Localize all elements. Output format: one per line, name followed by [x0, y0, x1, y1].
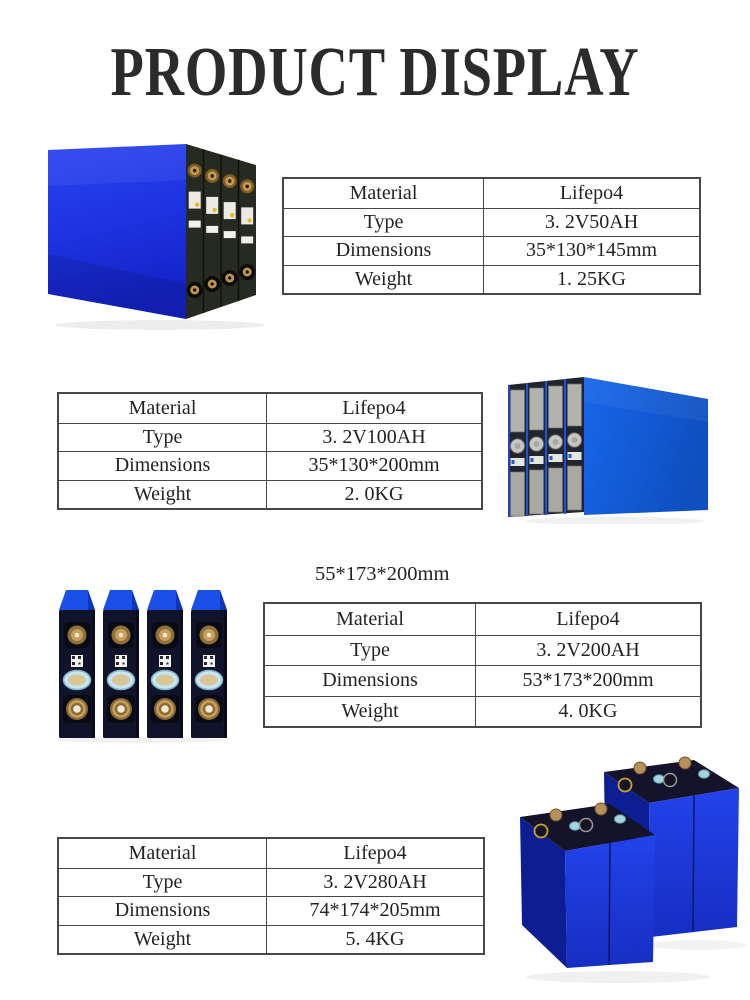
spec-label-type: Type [59, 424, 267, 452]
spec-label-material: Material [59, 394, 267, 423]
table-row [265, 604, 700, 635]
spec-value-type: 3. 2V50AH [544, 210, 639, 233]
spec-table-100ah [57, 392, 483, 510]
spec-label-material: Material [59, 839, 267, 868]
spec-value-dimensions: 35*130*145mm [525, 239, 658, 262]
dimensions-caption: 55*173*200mm [315, 563, 450, 585]
spec-label-weight: Weight [284, 266, 484, 294]
spec-label-dimensions: Dimensions [59, 452, 267, 480]
spec-value-dimensions: 74*174*205mm [309, 899, 441, 922]
product-image-50ah-cell-pack [40, 132, 280, 337]
table-row [265, 665, 700, 696]
spec-label-weight: Weight [265, 697, 476, 727]
table-row [265, 635, 700, 666]
product-image-280ah-cells [503, 755, 748, 1000]
table-row [59, 394, 481, 423]
spec-value-material: Lifepo4 [559, 181, 624, 204]
battery-pack-illustration [500, 364, 710, 524]
spec-value-type: 3. 2V100AH [322, 425, 426, 448]
spec-value-dimensions: 53*173*200mm [522, 669, 654, 692]
table-row [59, 451, 481, 480]
spec-label-material: Material [265, 604, 476, 635]
spec-table-280ah [57, 837, 485, 955]
table-row [59, 925, 483, 954]
product-image-200ah-cells [50, 585, 235, 748]
spec-value-material: Lifepo4 [342, 396, 406, 419]
spec-table-50ah [282, 177, 701, 295]
spec-label-dimensions: Dimensions [284, 237, 484, 265]
battery-pack-illustration [40, 132, 280, 332]
spec-label-material: Material [284, 179, 484, 208]
spec-value-dimensions: 35*130*200mm [308, 454, 440, 477]
table-row [59, 480, 481, 509]
product-image-100ah-cell-pack [500, 364, 710, 529]
spec-label-weight: Weight [59, 926, 267, 954]
spec-value-weight: 1. 25KG [557, 267, 626, 290]
battery-unit [103, 590, 139, 738]
battery-pair-front [520, 803, 655, 968]
table-row [284, 236, 699, 265]
table-row [59, 423, 481, 452]
spec-value-material: Lifepo4 [556, 607, 620, 630]
spec-label-weight: Weight [59, 481, 267, 509]
table-row [284, 179, 699, 208]
spec-label-dimensions: Dimensions [59, 897, 267, 925]
spec-value-type: 3. 2V200AH [536, 638, 640, 661]
page-title: PRODUCT DISPLAY [110, 34, 640, 111]
spec-value-type: 3. 2V280AH [323, 870, 427, 893]
table-row [59, 868, 483, 897]
table-row [284, 208, 699, 237]
battery-unit [59, 590, 95, 738]
spec-value-material: Lifepo4 [343, 841, 407, 864]
table-row [59, 896, 483, 925]
spec-value-weight: 4. 0KG [558, 699, 618, 722]
spec-value-weight: 2. 0KG [344, 482, 404, 505]
spec-label-type: Type [284, 209, 484, 237]
battery-row-illustration [50, 585, 235, 743]
table-row [284, 265, 699, 294]
spec-label-type: Type [265, 636, 476, 666]
table-row [265, 696, 700, 727]
battery-pair-illustration [503, 755, 748, 1000]
spec-label-type: Type [59, 869, 267, 897]
battery-unit [147, 590, 183, 738]
spec-table-200ah [263, 602, 702, 728]
table-row [59, 839, 483, 868]
spec-value-weight: 5. 4KG [345, 927, 405, 950]
spec-label-dimensions: Dimensions [265, 666, 476, 696]
battery-unit [191, 590, 227, 738]
